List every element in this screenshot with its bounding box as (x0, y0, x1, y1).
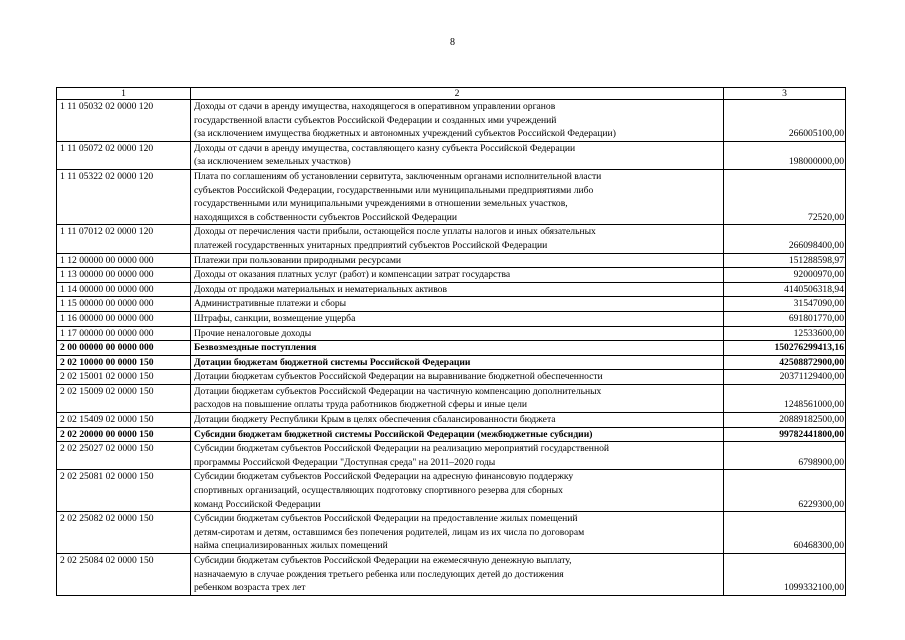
description-line: Доходы от сдачи в аренду имущества, находящегося в оперативном управлении органов (194, 101, 556, 112)
row-code: 1 14 00000 00 0000 000 (57, 282, 191, 297)
description-line: Прочие неналоговые доходы (194, 327, 312, 339)
row-description (191, 225, 724, 253)
table-row (57, 470, 846, 512)
table-row (57, 370, 846, 385)
column-header-code: 1 (57, 88, 191, 100)
description-line: субъектов Российской Федерации, государственными или муниципальными предприятиями либо (194, 184, 594, 196)
row-description (191, 470, 724, 512)
column-header-name: 2 (191, 88, 724, 100)
row-amount: 60468300,00 (724, 512, 846, 554)
table-row (57, 100, 846, 142)
row-code: 1 15 00000 00 0000 000 (57, 297, 191, 312)
description-line: (за исключением имущества бюджетных и автономных учреждений субъектов Российской Федерации) (194, 128, 616, 140)
row-amount: 99782441800,00 (724, 427, 846, 442)
row-code: 1 11 05322 02 0000 120 (57, 169, 191, 224)
description-line: Субсидии бюджетам субъектов Российской Федерации на реализацию мероприятий государственной (194, 443, 610, 455)
row-code: 2 02 20000 00 0000 150 (57, 427, 191, 442)
description-line: команд Российской Федерации (194, 498, 321, 510)
table-header-row (57, 88, 846, 100)
description-line: расходов на повышение оплаты труда работников бюджетной сферы и иные цели (194, 399, 528, 411)
table-row (57, 282, 846, 297)
row-amount: 691801770,00 (724, 311, 846, 326)
description-line: ребенком возраста трех лет (194, 582, 306, 594)
table-row (57, 554, 846, 596)
row-amount: 20371129400,00 (724, 370, 846, 385)
description-line: Доходы от продажи материальных и нематериальных активов (194, 283, 447, 295)
description-line: платежей государственных унитарных предприятий субъектов Российской Федерации (194, 239, 548, 251)
row-code: 2 02 15001 02 0000 150 (57, 370, 191, 385)
row-amount: 1248561000,00 (724, 384, 846, 412)
row-amount: 266098400,00 (724, 225, 846, 253)
description-line: Субсидии бюджетам субъектов Российской Федерации на ежемесячную денежную выплату, (194, 555, 572, 566)
row-code: 1 11 05072 02 0000 120 (57, 141, 191, 169)
row-amount: 6229300,00 (724, 470, 846, 512)
description-line: Субсидии бюджетам субъектов Российской Федерации на предоставление жилых помещений (194, 513, 578, 525)
table-row (57, 253, 846, 268)
description-line: Дотации бюджетам субъектов Российской Федерации на частичную компенсацию дополнительных (194, 385, 602, 397)
row-amount: 151288598,97 (724, 253, 846, 268)
description-line: спортивных организаций, осуществляющих подготовку спортивного резерва для сборных (194, 485, 563, 497)
row-description (191, 326, 724, 341)
table-row (57, 355, 846, 370)
description-line: Дотации бюджету Республики Крым в целях обеспечения сбалансированности бюджета (194, 414, 556, 426)
row-description (191, 282, 724, 297)
row-code: 1 16 00000 00 0000 000 (57, 311, 191, 326)
row-code: 1 12 00000 00 0000 000 (57, 253, 191, 268)
row-description (191, 442, 724, 470)
description-line: (за исключением земельных участков) (194, 156, 351, 168)
row-amount: 266005100,00 (724, 100, 846, 142)
table-row (57, 141, 846, 169)
table-row (57, 169, 846, 224)
table-body (57, 100, 846, 596)
description-line: Доходы от перечисления части прибыли, остающейся после уплаты налогов и иных обязательных (194, 226, 596, 238)
table-row (57, 326, 846, 341)
table-row (57, 427, 846, 442)
table-row (57, 512, 846, 554)
row-description (191, 413, 724, 428)
row-description (191, 268, 724, 283)
row-description (191, 355, 724, 370)
description-line: программы Российской Федерации "Доступная среда" на 2011–2020 годы (194, 456, 496, 468)
row-code: 1 11 07012 02 0000 120 (57, 225, 191, 253)
row-description (191, 100, 724, 142)
row-description (191, 341, 724, 356)
row-description (191, 427, 724, 442)
row-description (191, 384, 724, 412)
row-code: 1 11 05032 02 0000 120 (57, 100, 191, 142)
row-description (191, 554, 724, 596)
row-amount: 72520,00 (724, 169, 846, 224)
table-row (57, 413, 846, 428)
table-row (57, 268, 846, 283)
row-amount: 6798900,00 (724, 442, 846, 470)
row-code: 2 02 10000 00 0000 150 (57, 355, 191, 370)
description-line: найма специализированных жилых помещений (194, 540, 388, 552)
row-amount: 12533600,00 (724, 326, 846, 341)
column-header-amount: 3 (724, 88, 846, 100)
row-description (191, 297, 724, 312)
row-description (191, 169, 724, 224)
row-code: 2 02 15009 02 0000 150 (57, 384, 191, 412)
table-row (57, 297, 846, 312)
row-description (191, 311, 724, 326)
table-row (57, 225, 846, 253)
row-amount: 92000970,00 (724, 268, 846, 283)
row-description (191, 370, 724, 385)
description-line: Доходы от сдачи в аренду имущества, составляющего казну субъекта Российской Федерации (194, 142, 576, 154)
description-line: детям-сиротам и детям, оставшимся без попечения родителей, лицам из их числа по договорам (194, 526, 585, 538)
description-line: Субсидии бюджетам субъектов Российской Федерации на адресную финансовую поддержку (194, 471, 574, 483)
description-line: Доходы от оказания платных услуг (работ) и компенсации затрат государства (194, 269, 511, 281)
row-amount: 42508872900,00 (724, 355, 846, 370)
description-line: Безвозмездные поступления (194, 342, 317, 354)
row-amount: 198000000,00 (724, 141, 846, 169)
description-line: государственными или муниципальными учреждениями в отношении земельных участков, (194, 198, 568, 210)
row-description (191, 253, 724, 268)
description-line: Платежи при пользовании природными ресурсами (194, 254, 402, 266)
row-code: 2 02 25081 02 0000 150 (57, 470, 191, 512)
description-line: Плата по соглашениям об установлении сервитута, заключенным органами исполнительной власти (194, 170, 602, 182)
description-line: Субсидии бюджетам бюджетной системы Российской Федерации (межбюджетные субсидии) (194, 428, 593, 440)
description-line: находящихся в собственности субъектов Российской Федерации (194, 211, 458, 223)
row-code: 1 13 00000 00 0000 000 (57, 268, 191, 283)
description-line: назначаемую в случае рождения третьего ребенка или последующих детей до достижения (194, 568, 564, 580)
budget-revenue-table (56, 87, 846, 596)
table-row (57, 341, 846, 356)
row-code: 2 02 15409 02 0000 150 (57, 413, 191, 428)
row-code: 1 17 00000 00 0000 000 (57, 326, 191, 341)
row-amount: 31547090,00 (724, 297, 846, 312)
description-line: государственной власти субъектов Российской Федерации и созданных ими учреждений (194, 114, 557, 126)
row-description (191, 512, 724, 554)
description-line: Административные платежи и сборы (194, 298, 347, 310)
table-row (57, 311, 846, 326)
row-amount: 4140506318,94 (724, 282, 846, 297)
description-line: Дотации бюджетам субъектов Российской Федерации на выравнивание бюджетной обеспеченности (194, 371, 603, 383)
description-line: Штрафы, санкции, возмещение ущерба (194, 312, 356, 324)
row-amount: 1099332100,00 (724, 554, 846, 596)
table-row (57, 384, 846, 412)
description-line: Дотации бюджетам бюджетной системы Российской Федерации (194, 356, 471, 368)
row-code: 2 02 25084 02 0000 150 (57, 554, 191, 596)
row-amount: 150276299413,16 (724, 341, 846, 356)
row-code: 2 02 25027 02 0000 150 (57, 442, 191, 470)
table-row (57, 442, 846, 470)
row-amount: 20889182500,00 (724, 413, 846, 428)
row-code: 2 00 00000 00 0000 000 (57, 341, 191, 356)
page-number: 8 (450, 37, 455, 48)
row-code: 2 02 25082 02 0000 150 (57, 512, 191, 554)
row-description (191, 141, 724, 169)
